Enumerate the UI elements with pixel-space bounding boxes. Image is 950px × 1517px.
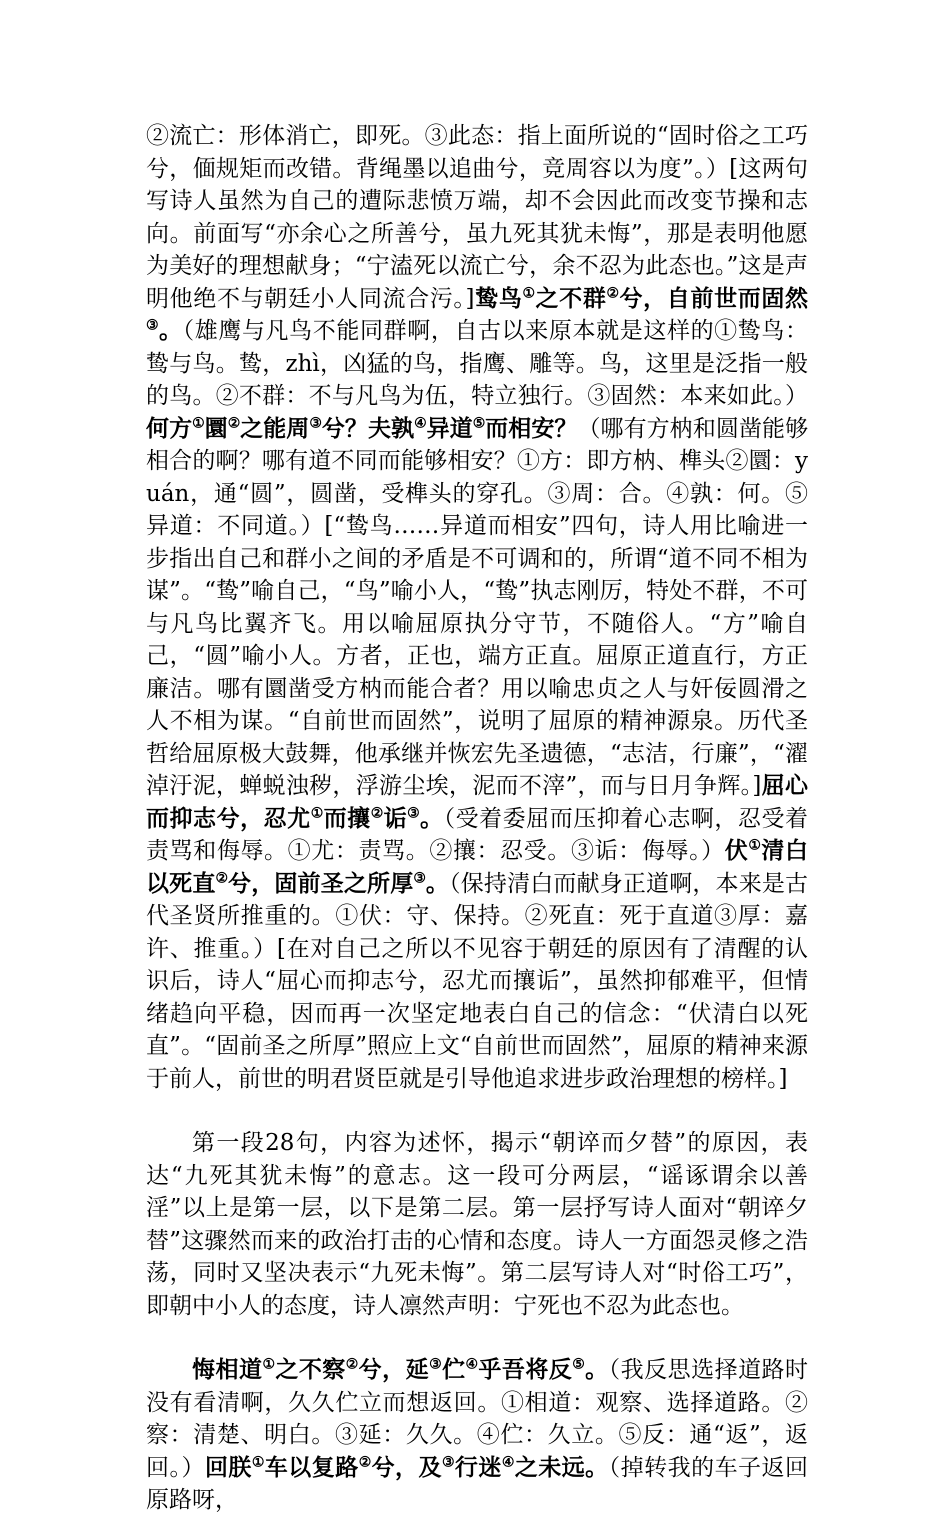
verse-line: 回朕①车以复路②兮，及③行迷④之未远。 [204, 1453, 609, 1481]
annotation-text: ②流亡：形体消亡，即死。③此态：指上面所说的“固时俗之工巧兮，偭规矩而改错。背绳墨以追曲兮，竞周容以为度”。）[这两句写诗人虽然为自己的遭际悲愤万端，却不会因此而改变节操和志向。前面写“亦余心之所善兮，虽九死其犹未悔”，那是表明他愿为美好的理想献身；“宁溘死以流亡兮，余不忍为此态也。”这是声明他绝不与朝廷小人同流合污。] [146, 123, 808, 312]
document-page [146, 120, 808, 1517]
paragraph-annotation-2 [146, 1354, 808, 1517]
verse-line: 屈心而抑志兮，忍尤①而攘②诟③。 [146, 772, 809, 832]
annotation-text: （哪有方枘和圆凿能够相合的啊？哪有道不同而能够相安？①方：即方枘、榫头②圜：yuán，通“圆”，圆凿，受榫头的穿孔。③周：合。④孰：何。⑤异道：不同道。）[“鸷鸟……异道而相安”四句，诗人用比喻进一步指出自己和群小之间的矛盾是不可调和的，所谓“道不同不相为谋”。“鸷”喻自己，“鸟”喻小人，“鸷”执志刚厉，特处不群，不可与凡鸟比翼齐飞。用以喻屈原执分守节，不随俗人。“方”喻自己，“圆”喻小人。方者，正也，端方正直。屈原正道直行，方正廉洁。哪有圜凿受方枘而能合者？用以喻忠贞之人与奸佞圆滑之人不相为谋。“自前世而固然”，说明了屈原的精神源泉。历代圣哲给屈原极大鼓舞，他承继并恢宏先圣遗德，“志洁，行廉”，“濯淖汙泥，蝉蜕浊秽，浮游尘埃，泥而不滓”，而与日月争辉。] [146, 415, 809, 799]
annotation-text: （我反思选择道路时没有看清啊，久久伫立而想返回。①相道：观察、选择道路。②察：清楚、明白。③延：久久。④伫：久立。⑤反：通“返”，返回。） [146, 1357, 809, 1481]
annotation-text: （保持清白而献身正道啊，本来是古代圣贤所推重的。①伏：守、保持。②死直：死于直道③厚：嘉许、推重。）[在对自己之所以不见容于朝廷的原因有了清醒的认识后，诗人“屈心而抑志兮，忍尤而攘诟”，虽然抑郁难平，但情绪趋向平稳，因而再一次坚定地表白自己的信念：“伏清白以死直”。“固前圣之所厚”照应上文“自前世而固然”，屈原的精神来源于前人，前世的明君贤臣就是引导他追求进步政治理想的榜样。] [146, 870, 809, 1092]
verse-line: 悔相道①之不察②兮，延③伫④乎吾将反⑤。 [192, 1356, 609, 1383]
verse-line: 何方①圜②之能周③兮？夫孰④异道⑤而相安？ [146, 414, 578, 442]
annotation-text: （雄鹰与凡鸟不能同群啊，自古以来原本就是这样的①鸷鸟：鸷与鸟。鸷，zhì，凶猛的鸟，指鹰、雕等。鸟，这里是泛指一般的鸟。②不群：不与凡鸟为伍，特立独行。③固然：本来如此。） [146, 318, 809, 409]
annotation-text: （掉转我的车子返回原路呀， [146, 1454, 809, 1513]
paragraph-summary: 第一段28句，内容为述怀，揭示“朝谇而夕替”的原因，表达“九死其犹未悔”的意志。这一段可分两层，“谣诼谓余以善淫”以上是第一层，以下是第二层。第一层抒写诗人面对“朝谇夕替”这骤然而来的政治打击的心情和态度。诗人一方面怨灵修之浩荡，同时又坚决表示“九死未悔”。第二层写诗人对“时俗工巧”，即朝中小人的态度，诗人凛然声明：宁死也不忍为此态也。 [146, 1130, 808, 1319]
paragraph-annotation-1 [146, 120, 808, 1095]
verse-line: 鸷鸟①之不群②兮，自前世而固然③。 [146, 284, 809, 344]
verse-line: 伏①清白以死直②兮，固前圣之所厚③。 [146, 837, 809, 897]
annotation-text: （受着委屈而压抑着心志啊，忍受着责骂和侮辱。①尤：责骂。②攘：忍受。③诟：侮辱。） [146, 805, 809, 864]
